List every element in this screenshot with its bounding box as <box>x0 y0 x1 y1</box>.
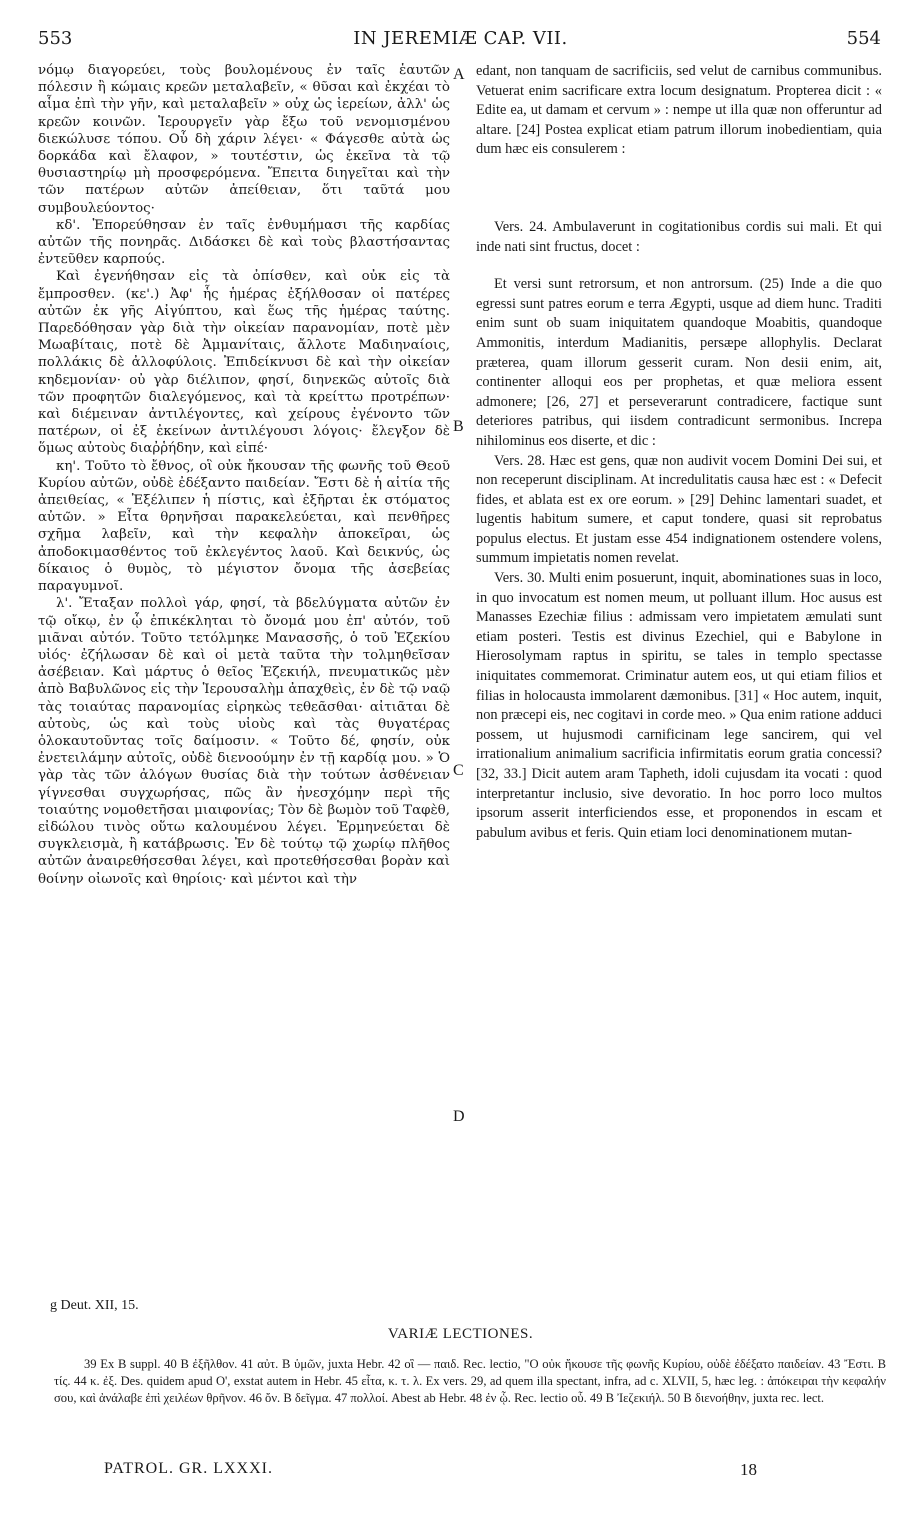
variae-text: 39 Ex B suppl. 40 B ἐξῆλθον. 41 αὐτ. B ὑμῶν, juxta Hebr. 42 οἳ — παιδ. Rec. lectio, "Ο οὐκ ἤκουσε τῆς φωνῆς Κυρίου, οὐδὲ ἐδέξατο παιδείαν. 43 Ἔστι. B τίς. 44 κ. ἐξ. Des. quidem apud O', exstat autem in Hebr. 45 εἶτα, κ. τ. λ. Ex vers. 29, ad quem illa spectant, infra, ad c. XLVII, 5, hæc leg. : ἀπόκειραι τὴν κεφαλήν σου, καὶ ἀνάλαβε ἐπὶ χειλέων θρῆνον. 46 ὄν. B δεῖγμα. 47 πολλοί. Abest ab Hebr. 48 ἐν ᾧ. Rec. lectio οὗ. 49 B Ἰεζεκιήλ. 50 B διενοήθην, juxta rec. lect. <box>54 1357 886 1405</box>
latin-paragraph: Vers. 24. Ambulaverunt in cogitationibus cordis sui mali. Et qui inde nati sint fructus, docet : <box>476 218 882 255</box>
variae-lectiones <box>54 1356 886 1407</box>
variae-lectiones-title: VARIÆ LECTIONES. <box>387 1326 534 1342</box>
margin-marker-d: D <box>453 1108 465 1125</box>
latin-paragraph: edant, non tanquam de sacrificiis, sed velut de carnibus communibus. Vetuerat enim sacrificare extra locum designatum. Propterea dicit : « Edite ea, ut damam et cervum » : nempe ut illa quæ non offeruntur ad altare. [24] Postea explicat etiam patrum illorum inobedientiam, quia dum hæc eis consulerem : <box>476 63 882 158</box>
greek-paragraph: λ'. Ἔταξαν πολλοὶ γάρ, φησί, τὰ βδελύγματα αὐτῶν ἐν τῷ οἴκῳ, ἐν ᾧ ἐπικέκληται τὸ ὄνομά μου ἐπ' αὐτόν, τοῦ μιᾶναι αὐτόν. Τοῦτο τετόλμηκε Μανασσῆς, ὁ τοῦ Ἐζεκίου υἱός· ἐζήλωσαν δὲ καὶ οἱ μετὰ ταῦτα τὴν τολμηθεῖσαν ἀσέβειαν. Καὶ μάρτυς ὁ θεῖος Ἐζεκιήλ, πνευματικῶς μὲν ἀπὸ Βαβυλῶνος εἰς τὴν Ἱερουσαλὴμ ἀπαχθεὶς, ἐν δὲ τῷ ναῷ τὰς τοιαύτας παρανομίας εἰρηκὼς τεθεᾶσθαι· αἰτιᾶται δὲ αὐτοὺς, ὡς καὶ τοὺς υἱοὺς καὶ τὰς θυγατέρας ὁλοκαυτοῦντας τοῖς δαίμοσιν. « Τοῦτο δέ, φησίν, οὐκ ἐνετειλάμην αὐτοῖς, οὐδὲ διενοούμην ἐν τῇ καρδίᾳ μου. » Ὁ γὰρ τὰς τῶν ἀλόγων θυσίας διὰ τὴν τούτων ἀσθένειαν γίγνεσθαι συγχωρήσας, πῶς ἂν ἠνεσχόμην περὶ τῆς τοιαύτης νομοθετῆσαι μιαιφονίας; Τὸν δὲ βωμὸν τοῦ Ταφὲθ, εἰδώλου τινὸς οὕτω καλουμένου λέγει. Ἑρμηνεύεται δὲ συγκλεισμὰ, ἢ κατάβρωσις. Ἐν δὲ τούτῳ τῷ χωρίῳ πλῆθος αὐτῶν ἀναιρεθήσεσθαι λέγει, καὶ προτεθήσεσθαι βορὰν καὶ θοίνην οἰωνοῖς καὶ θηρίοις· καὶ μέντοι καὶ τὴν <box>38 596 450 887</box>
margin-marker-b: B <box>453 418 464 435</box>
footer-number: 18 <box>740 1460 757 1479</box>
latin-paragraph: Vers. 30. Multi enim posuerunt, inquit, abominationes suas in loco, in quo invocatum est nomen meum, ut polluant illum. Hoc ausus est Manasses Ezechiæ filius : admissam vero impietatem æmulati sunt etiam posteri. Testis est divinus Ezechiel, qui e Babylone in Hierosolymam raptus in spiritu, se tales in templo spectasse iniquitates commemorat. Criminatur autem eos, ut qui etiam filios et filias in holocausta immolarent dæmonibus. [31] « Hoc autem, inquit, non præcepi eis, nec cogitavi in corde meo. » Qua enim ratione adduci possem, ut hujusmodi carnificinam lege sancirem, qui vel irrationalium animalium sacrificia infirmitatis eorum gratia concessi? [32, 33.] Dicit autem aram Tapheth, idoli cujusdam ita vocati : quod interpretantur inclusio, sive devoratio. In hoc porro loco multos ipsorum asserit interficiendos esse, et proponendos in escam et pabulum avibus et feris. Quin etiam loci denominationem mutan- <box>476 570 882 841</box>
greek-column <box>38 62 450 1276</box>
latin-paragraph: Et versi sunt retrorsum, et non antrorsum. (25) Inde a die quo egressi sunt patres eorum e terra Ægypti, usque ad diem hunc. Traditi enim sunt ob suam iniquitatem quandoque Moabitis, quandoque Ammonitis, interdum Madianitis, persæpe allophylis. Declarat præterea, quam illorum gesserit curam. Non desii enim, ait, continenter alloqui eos per prophetas, et quæ meliora essent admonere; [26, 27] et perseverarunt contradicere, factique sunt deteriores patribus, qui iisdem contradicunt sermonibus. Increpa nihilominus eos diserte, et dic : <box>476 276 882 449</box>
latin-column <box>476 62 882 1276</box>
running-title: IN JEREMIÆ CAP. VII. <box>353 28 568 49</box>
page-number-right: 554 <box>846 28 881 49</box>
margin-marker-a: A <box>453 66 465 83</box>
page-number-left: 553 <box>38 28 73 49</box>
greek-paragraph: κη'. Τοῦτο τὸ ἔθνος, οἳ οὐκ ἤκουσαν τῆς φωνῆς τοῦ Θεοῦ Κυρίου αὐτῶν, οὐδὲ ἐδέξαντο παιδείαν. Ἔστι δὲ ἡ αἰτία τῆς ἀπειθείας, « Ἐξέλιπεν ἡ πίστις, καὶ ἐξῆρται ἐκ στόματος αὐτῶν. » Εἶτα θρηνῆσαι παρακελεύεται, καὶ πενθῆρες σχῆμα λαβεῖν, καὶ τὴν κεφαλὴν ἀποκεῖραι, ὡς ἀποδοκιμασθέντος τοῦ ἐκλεγέντος λαοῦ. Καὶ δεικνύς, ὡς δίκαιος ὁ θυμὸς, τὸ μέγιστον ὄνομα τῆς ἀσεβείας παραγυμνοῖ. <box>38 458 450 595</box>
running-header <box>0 28 921 54</box>
greek-paragraph: κδ'. Ἐπορεύθησαν ἐν ταῖς ἐνθυμήμασι τῆς καρδίας αὐτῶν τῆς πονηρᾶς. Διδάσκει δὲ καὶ τοὺς βλαστήσαντας ἐντεῦθεν καρπούς. <box>38 217 450 268</box>
page-footer <box>0 1460 921 1484</box>
latin-paragraph: Vers. 28. Hæc est gens, quæ non audivit vocem Domini Dei sui, et non receperunt disciplinam. At incredulitatis causa hæc est : « Defecit fides, et ablata est ex ore eorum. » [29] Dehinc lamentari suadet, et lugentis habitum sumere, et caput tondere, quasi sit reprobatus populus electus. Et justam esse 454 indignationem ostendere volens, summum impietatis nomen revelat. <box>476 452 882 567</box>
greek-paragraph: Καὶ ἐγενήθησαν εἰς τὰ ὀπίσθεν, καὶ οὐκ εἰς τὰ ἔμπροσθεν. (κε'.) Ἀφ' ἧς ἡμέρας ἐξήλθοσαν οἱ πατέρες αὐτῶν ἐκ γῆς Αἰγύπτου, καὶ ἕως τῆς ἡμέρας ταύτης. Παρεδόθησαν γὰρ διὰ τὴν οἰκείαν παρανομίαν, ποτὲ μὲν Μωαβίταις, ποτὲ δὲ Ἀμμανίταις, ἄλλοτε Μαδιηναίοις, πολλάκις δὲ ἀλλοφύλοις. Ἐπιδείκνυσι δὲ καὶ τὴν οἰκείαν κηδεμονίαν· οὐ γὰρ διέλιπον, φησί, διηνεκῶς αὐτοῖς διὰ τῶν προφητῶν διαλεγόμενος, καὶ τὰ κρείττω προτρέπων· καὶ διέμειναν ἀντιλέγοντες, καὶ χείρους ἐγένοντο τῶν πατέρων, οἱ ἐξ ἐκείνων ἀντιλέγουσι λόγοις· ἔλεγξον δὲ ὅμως αὐτοὺς διαῤῥήδην, καὶ εἰπέ· <box>38 269 450 457</box>
margin-marker-c: C <box>453 762 464 779</box>
greek-paragraph: νόμῳ διαγορεύει, τοὺς βουλομένους ἐν ταῖς ἑαυτῶν πόλεσιν ἢ κώμαις κρεῶν μεταλαβεῖν, « θῦσαι καὶ ἐκχέαι τὸ αἷμα ἐπὶ τὴν γῆν, καὶ μεταλαβεῖν » οὐχ ὡς ἱερείων, ἀλλ' ὡς κρεῶν κοινῶν. Ἱερουργεῖν γὰρ ἔξω τοῦ νενομισμένου διεκώλυσε τόπου. Οὗ δὴ χάριν λέγει· « Φάγεσθε αὐτὰ ὡς δορκάδα καὶ ἔλαφον, » τουτέστιν, ὡς ἐκεῖνα τὰ τῷ θυσιαστηρίῳ μὴ προσφερόμενα. Ἔπειτα διηγεῖται καὶ τὴν τῶν πατέρων αὐτῶν ἀπείθειαν, ὅτι ταῦτά μου συμβουλεύοντος· <box>38 63 450 216</box>
footer-signature: PATROL. GR. LXXXI. <box>104 1460 273 1477</box>
footnote: g Deut. XII, 15. <box>50 1298 139 1313</box>
